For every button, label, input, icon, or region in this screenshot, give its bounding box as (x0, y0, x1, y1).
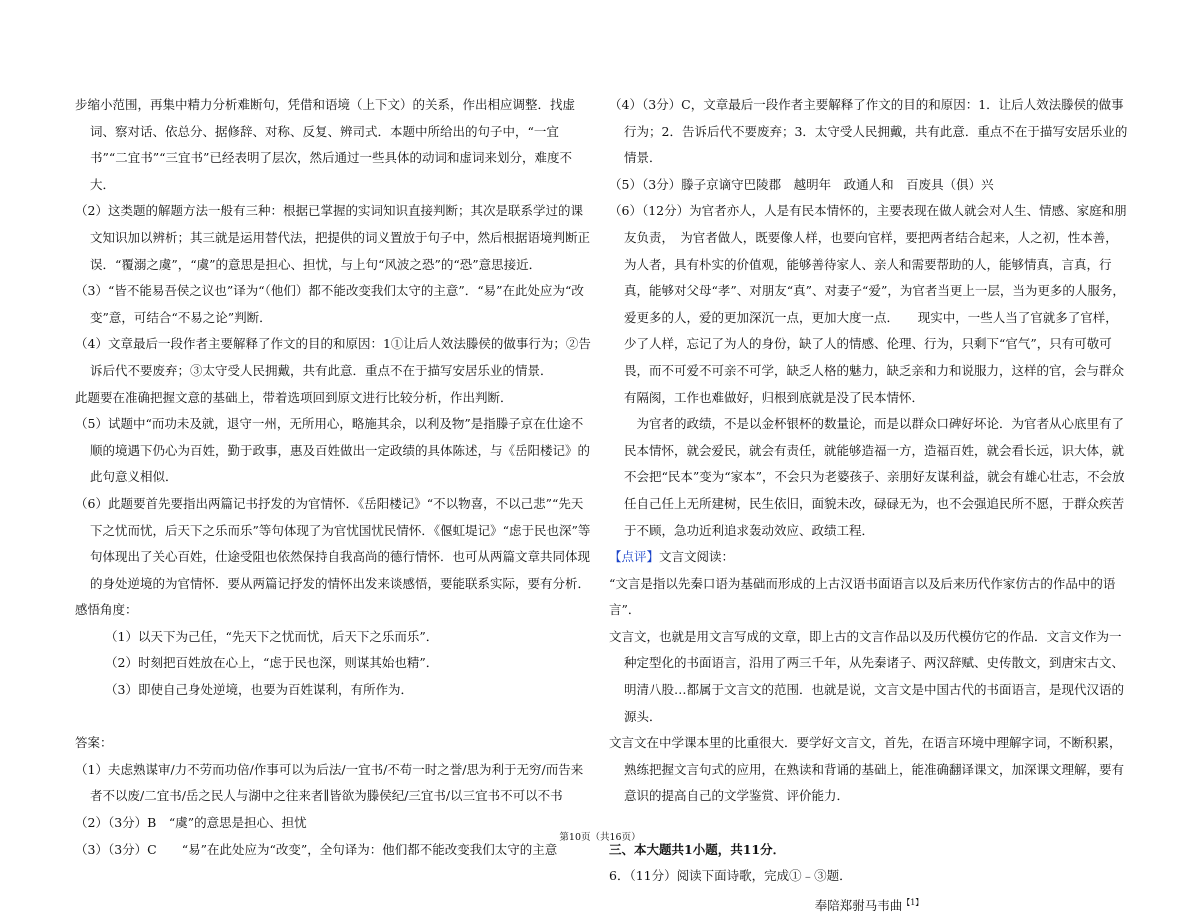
section-heading: 三、本大题共1小题，共11分． (609, 841, 786, 857)
blank-line (75, 704, 591, 731)
paragraph: 文言文在中学课本里的比重很大．要学好文言文，首先，在语言环境中理解字词，不断积累，熟练把握文言句式的应用，在熟读和背诵的基础上，能准确翻译课文，加深课文理解，要有意识的提高自己的文学鉴赏、评价能力． (609, 735, 1125, 804)
poem-title-text: 奉陪郑驸马韦曲 (814, 897, 903, 913)
paragraph: （3）“皆不能易吾侯之议也”译为“（他们）都不能改变我们太守的主意”．“易”在此处应为“改变”意，可结合“不易之论”判断． (75, 283, 584, 325)
paragraph: 6．（11分）阅读下面诗歌，完成①﹣③题． (609, 868, 852, 884)
paragraph: 此题要在准确把握文意的基础上，带着选项回到原文进行比较分析，作出判断． (75, 389, 513, 405)
paragraph: （2）（3分）B “虞”的意思是担心、担忧 (75, 815, 307, 831)
paragraph: （1）以天下为己任，“先天下之忧而忧，后天下之乐而乐”． (105, 628, 439, 644)
paragraph: “文言是指以先秦口语为基础而形成的上古汉语书面语言以及后来历代作家仿古的作品中的语言”． (609, 575, 1116, 618)
comment-label: 【点评】 (609, 549, 660, 565)
paragraph: （1）夫虑熟谋审/力不劳而功倍/作事可以为后法/一宜书/不苟一时之誉/思为利于无穷/而告来者不以废/二宜书/岳之民人与湖中之往来者∥皆欲为滕侯纪/三宜书/以三宜书不可以不书 (75, 761, 584, 804)
paragraph: （2）这类题的解题方法一般有三种：根据已掌握的实词知识直接判断；其次是联系学过的课文知识加以辨析；其三就是运用替代法，把提供的词义置放于句子中，然后根据语境判断正误．“覆溺之虞”，“虞”的意思是担心、担忧，与上句“风波之恐”的“恐”意思接近． (75, 203, 591, 272)
right-column (609, 92, 1129, 920)
poem-title (609, 890, 1129, 920)
paragraph: （5）（3分）滕子京谪守巴陵郡 越明年 政通人和 百废具（俱）兴 (609, 176, 994, 192)
paragraph: （6）（12分）为官者亦人，人是有民本情怀的，主要表现在做人就会对人生、情感、家庭和朋友负责， 为官者做人，既要像人样，也要向官样，要把两者结合起来，人之初，性本善，为人者，具有朴实的价值观，能够善待家人、亲人和需要帮助的人，能够情真，言真，行真，能够对父母“孝”、对朋友“真”、对妻子“爱”，为官者当更上一层，当为更多的人服务，爱更多的人，爱的更加深沉一点，更加大度一点． 现实中，一些人当了官就多了官样，少了人样，忘记了为人的身份，缺了人的情感、伦理、行为，只剩下“官气”，只有可敬可畏，而不可爱不可亲不可学，缺乏人格的魅力，缺乏亲和力和说服力，这样的官，会与群众有隔阂，工作也难做好，归根到底就是没了民本情怀． (609, 203, 1127, 405)
comment-heading (609, 544, 1129, 571)
paragraph: 为官者的政绩，不是以金杯银杯的数量论，而是以群众口碑好坏论．为官者从心底里有了民本情怀，就会爱民，就会有责任，就能够造福一方，造福百姓，就会看长远，识大体，就不会把“民本”变为“家本”，不会只为老婆孩子、亲朋好友谋利益，就会有雄心壮志，不会放任自己任上无所建树，民生依旧，面貌未改，碌碌无为，也不会强追民所不愿，于群众疾苦于不顾，急功近利追求轰动效应、政绩工程． (624, 416, 1125, 538)
page-footer: 第10页（共16页） (559, 832, 641, 843)
paragraph: 步缩小范围，再集中精力分析难断句，凭借和语境（上下文）的关系，作出相应调整．找虚词、察对话、依总分、据修辞、对称、反复、辨司式．本题中所给出的句子中，“一宜书”“二宜书”“三宜书”已经表明了层次，然后通过一些具体的动词和虚词来划分，难度不大． (75, 97, 576, 192)
paragraph: （5）试题中“而功未及就，退守一州，无所用心，略施其余，以利及物”是指滕子京在仕途不顺的境遇下仍心为百姓，勤于政事，惠及百姓做出一定政绩的具体陈述，与《岳阳楼记》的此句意义相似． (75, 416, 591, 485)
paragraph: （4）文章最后一段作者主要解释了作文的目的和原因：1①让后人效法滕侯的做事行为；②告诉后代不要废弃；③太守受人民拥戴，共有此意．重点不在于描写安居乐业的情景． (75, 336, 591, 378)
paragraph: （3）即使自己身处逆境，也要为百姓谋利，有所作为． (105, 682, 413, 698)
comment-text: 文言文阅读： (659, 549, 735, 565)
footnote-marker: 【1】 (902, 897, 924, 907)
paragraph: 感悟角度： (75, 602, 138, 618)
paragraph: （6）此题要首先要指出两篇记书抒发的为官情怀．《岳阳楼记》“不以物喜，不以己悲”“先天下之忧而忧，后天下之乐而乐”等句体现了为官忧国忧民情怀．《偃虹堤记》“虑于民也深”等句体现出了关心百姓，仕途受阻也依然保持自我高尚的德行情怀．也可从两篇文章共同体现的身处逆境的为官情怀．要从两篇记抒发的情怀出发来谈感悟，要能联系实际，要有分析． (75, 495, 591, 591)
paragraph: 文言文，也就是用文言写成的文章，即上古的文言作品以及历代模仿它的作品．文言文作为一种定型化的书面语言，沿用了两三千年，从先秦诸子、两汉辞赋、史传散文，到唐宋古文、明清八股…都属于文言文的范围．也就是说，文言文是中国古代的书面语言，是现代汉语的源头． (609, 628, 1125, 724)
paragraph: （4）（3分）C，文章最后一段作者主要解释了作文的目的和原因：1．让后人效法滕侯的做事行为；2．告诉后代不要废弃；3．太守受人民拥戴，共有此意．重点不在于描写安居乐业的情景． (609, 97, 1128, 166)
paragraph: （3）（3分）C “易”在此处应为“改变”，全句译为：他们都不能改变我们太守的主意 (75, 841, 558, 857)
paragraph: （2）时刻把百姓放在心上，“虑于民也深，则谋其始也精”． (105, 655, 439, 671)
left-column (75, 92, 591, 863)
paragraph: 答案： (75, 735, 113, 751)
